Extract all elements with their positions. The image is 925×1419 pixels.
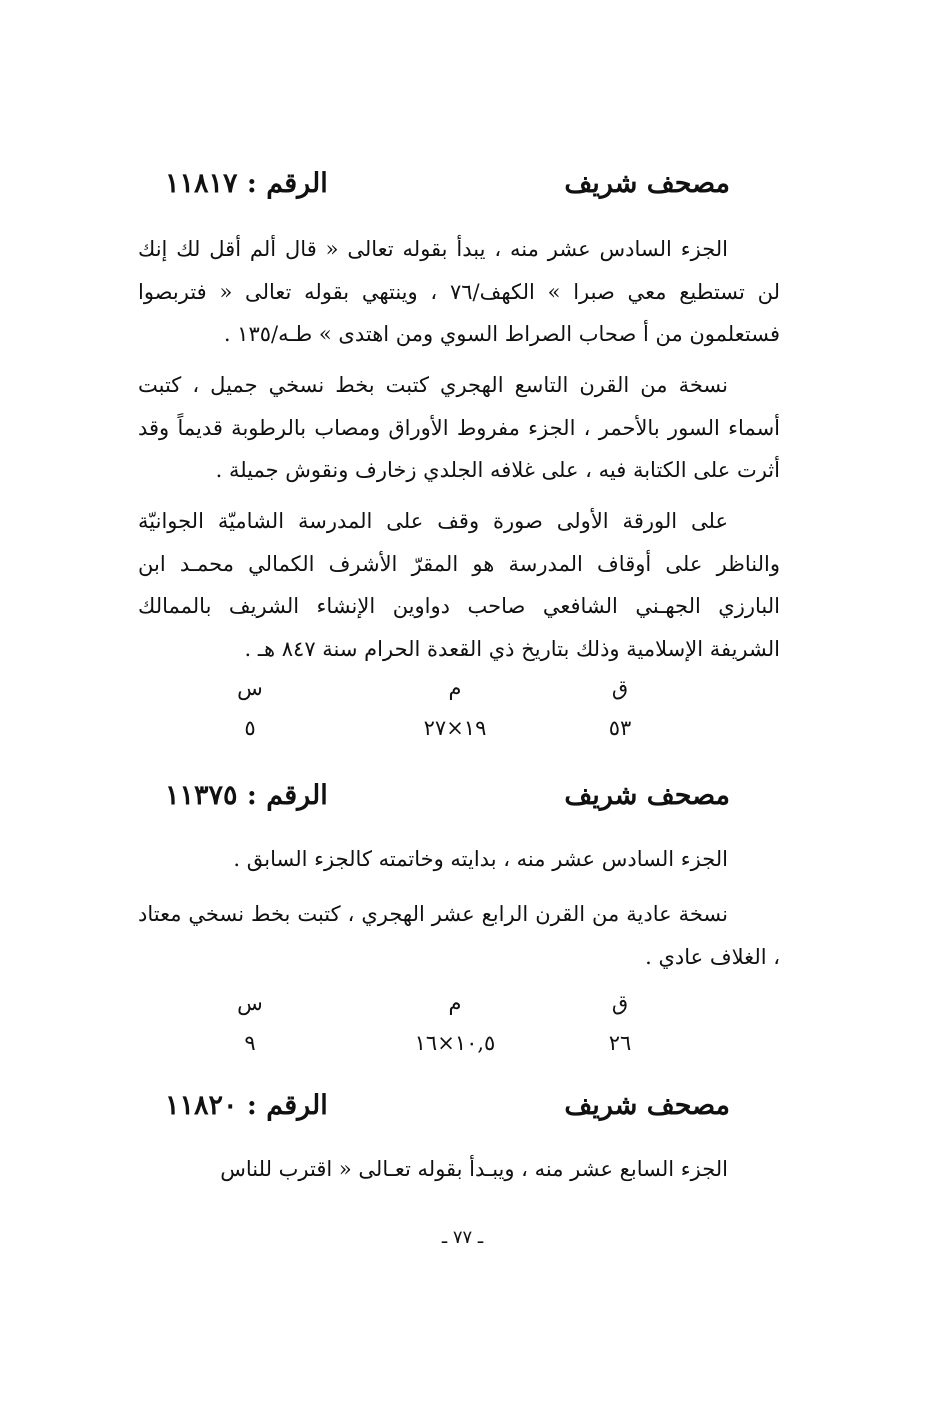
entry-number: الرقم : ١١٨١٧ xyxy=(165,168,328,199)
stat-size xyxy=(385,668,525,748)
entry-paragraph: نسخة عادية من القرن الرابع عشر الهجري ، كتبت بخط نسخي معتاد ، الغلاف عادي . xyxy=(138,902,780,969)
entry-paragraph: على الورقة الأولى صورة وقف على المدرسة الشاميّة الجوانيّة والناظر على أوقاف المدرسة هو المقرّ الأشرف الكمالي محمـد ابن البارزي الجهـني الشافعي صاحب دواوين الإنشاء الشريف بالممالك الشريفة الإسلامية وذلك بتاريخ ذي القعدة الحرام سنة ٨٤٧ هـ . xyxy=(138,509,780,661)
stat-value: ٥ xyxy=(244,716,256,740)
entry-stats xyxy=(220,983,690,1063)
entry-stats xyxy=(220,668,690,748)
entry-paragraph: الجزء السابع عشر منه ، ويبـدأ بقوله تعـالى « اقترب للناس xyxy=(220,1157,728,1181)
stat-lines xyxy=(180,983,320,1063)
stat-label: م xyxy=(448,991,462,1015)
stat-size xyxy=(385,983,525,1063)
entry-title: مصحف شريف xyxy=(564,168,730,199)
stat-value: ٢٦ xyxy=(608,1031,632,1055)
entry-header xyxy=(165,1084,730,1128)
entry-title: مصحف شريف xyxy=(564,780,730,811)
entry-paragraph: نسخة من القرن التاسع الهجري كتبت بخط نسخي جميل ، كتبت أسماء السور بالأحمر ، الجزء مفروط الأوراق ومصاب بالرطوبة قديماً وقد أثرت على الكتابة فيه ، على غلافه الجلدي زخارف ونقوش جميلة . xyxy=(138,373,780,482)
entry-title: مصحف شريف xyxy=(564,1090,730,1121)
entry-number: الرقم : ١١٣٧٥ xyxy=(165,780,328,811)
stat-leaves xyxy=(550,668,690,748)
stat-value: ١٠,٥×١٦ xyxy=(414,1031,496,1055)
stat-value: ١٩×٢٧ xyxy=(423,716,487,740)
stat-label: ق xyxy=(611,991,629,1015)
stat-lines xyxy=(180,668,320,748)
stat-label: م xyxy=(448,676,462,700)
page-number: ـ ٧٧ ـ xyxy=(441,1227,484,1248)
entry-paragraph: الجزء السادس عشر منه ، يبدأ بقوله تعالى « قال ألم أقل لك إنك لن تستطيع معي صبرا » الكهف/٧٦ ، وينتهي بقوله تعالى « فتربصوا فستعلمون من أ صحاب الصراط السوي ومن اهتدى » طـه/١٣٥ . xyxy=(138,237,780,346)
stat-value: ٩ xyxy=(244,1031,256,1055)
stat-label: ق xyxy=(611,676,629,700)
stat-label: س xyxy=(237,991,263,1015)
entry-header xyxy=(165,774,730,818)
entry-paragraph: الجزء السادس عشر منه ، بدايته وخاتمته كالجزء السابق . xyxy=(233,847,728,871)
stat-value: ٥٣ xyxy=(608,716,632,740)
entry-header xyxy=(165,162,730,206)
stat-leaves xyxy=(550,983,690,1063)
entry-number: الرقم : ١١٨٢٠ xyxy=(165,1090,328,1121)
stat-label: س xyxy=(237,676,263,700)
